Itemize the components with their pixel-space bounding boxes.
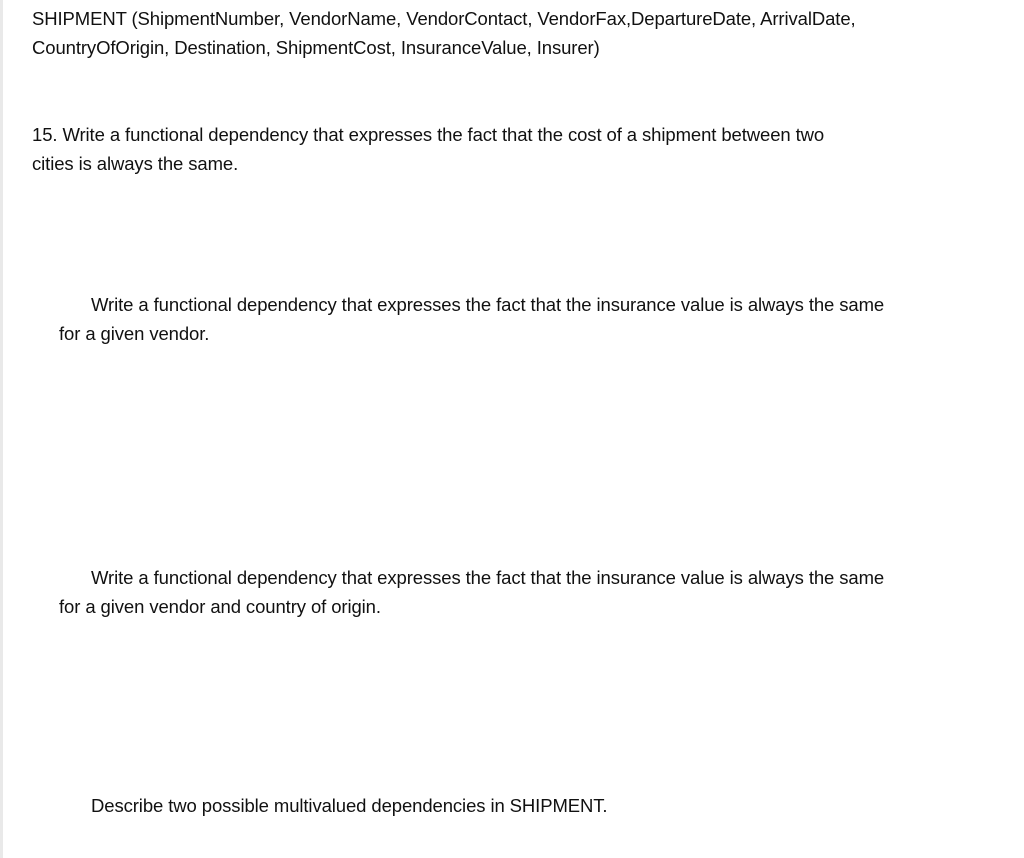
question-vendor-insurance bbox=[59, 291, 884, 348]
question-15-line-2: cities is always the same. bbox=[32, 152, 239, 174]
question-vendor-country-line-2: for a given vendor and country of origin. bbox=[59, 595, 381, 617]
question-15 bbox=[32, 121, 824, 178]
question-vendor-line-2: for a given vendor. bbox=[59, 322, 210, 344]
schema-line-2: CountryOfOrigin, Destination, ShipmentCost, InsuranceValue, Insurer) bbox=[32, 36, 600, 58]
question-vendor-country-insurance bbox=[59, 564, 884, 621]
question-multivalued-dependencies bbox=[91, 792, 607, 821]
schema-line-1: SHIPMENT (ShipmentNumber, VendorName, VendorContact, VendorFax,DepartureDate, ArrivalDate, bbox=[32, 8, 856, 29]
shipment-schema bbox=[32, 5, 856, 62]
question-vendor-line-1: Write a functional dependency that expresses the fact that the insurance value is always the same bbox=[91, 294, 885, 315]
page-edge-divider bbox=[0, 0, 3, 858]
question-15-line-1: 15. Write a functional dependency that expresses the fact that the cost of a shipment between two bbox=[32, 124, 825, 145]
question-mvd-line-1: Describe two possible multivalued dependencies in SHIPMENT. bbox=[91, 795, 608, 816]
question-vendor-country-line-1: Write a functional dependency that expresses the fact that the insurance value is always the same bbox=[91, 567, 885, 588]
